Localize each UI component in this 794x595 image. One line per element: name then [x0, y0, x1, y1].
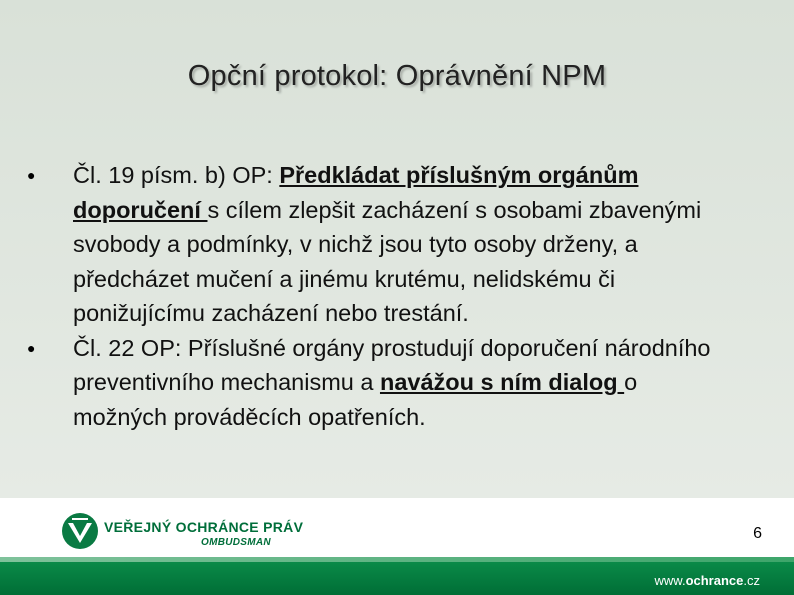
slide-title: Opční protokol: Oprávnění NPM: [187, 60, 607, 92]
bullet-1-suffix: s cílem zlepšit zacházení s osobami zbavenými svobody a podmínky, v nichž jsou tyto osoby drženy, a předcházet mučení a jinému krutému, nelidskému či ponižujícímu zacházení nebo trestání.: [73, 196, 702, 326]
logo-line-2: OMBUDSMAN: [201, 537, 271, 548]
bullet-list: [27, 158, 727, 434]
page-number: 6: [753, 525, 762, 542]
bullet-2-suffix: o možných prováděcích opatřeních.: [73, 369, 638, 430]
bullet-2-highlight: navážou s ním dialog: [379, 369, 625, 395]
bullet-dot-icon: ●: [27, 339, 36, 356]
ombudsman-logo: [56, 511, 306, 551]
website-link[interactable]: [655, 573, 761, 588]
bullet-item-1: [27, 158, 727, 331]
website-domain: ochrance: [685, 573, 744, 588]
bullet-1-prefix: Čl. 19 písm. b) OP:: [73, 162, 280, 188]
ombudsman-emblem-icon: [60, 511, 100, 551]
bullet-item-2: [27, 331, 727, 435]
bullet-dot-icon: ●: [27, 167, 36, 183]
website-prefix: www.: [654, 573, 686, 588]
logo-line-1: VEŘEJNÝ OCHRÁNCE PRÁV: [104, 519, 304, 535]
bullet-1-highlight: Předkládat příslušným orgánům doporučení: [73, 162, 639, 223]
bullet-2-prefix: Čl. 22 OP: Příslušné orgány prostudují doporučení národního preventivního mechanismu a: [73, 334, 711, 395]
website-suffix: .cz: [743, 573, 760, 588]
